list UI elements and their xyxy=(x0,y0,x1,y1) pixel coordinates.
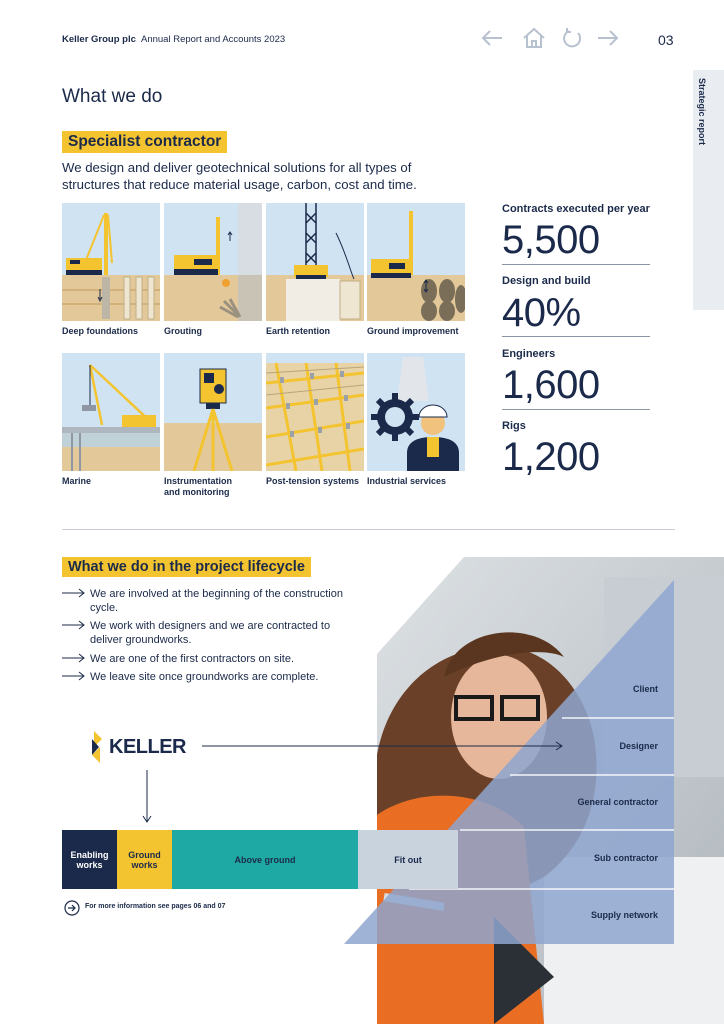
arrow-right-icon xyxy=(62,652,86,664)
page-title: What we do xyxy=(62,86,163,107)
service-caption: Grouting xyxy=(164,326,202,336)
service-caption: Ground improvement xyxy=(367,326,459,336)
bullet-text: We are one of the first contractors on site. xyxy=(90,653,295,665)
side-tab-label: Strategic report xyxy=(697,78,707,146)
stage-label: Ground works xyxy=(128,849,161,870)
bullet-text: We work with designers and we are contracted to deliver groundworks. xyxy=(90,620,331,646)
service-caption: Earth retention xyxy=(266,326,331,336)
report-title: Annual Report and Accounts 2023 xyxy=(141,34,286,45)
intro-text: We design and deliver geotechnical solutions for all types of structures that reduce material usage, carbon, cost and time. xyxy=(62,160,417,192)
bullet-text: We are involved at the beginning of the construction cycle. xyxy=(90,588,343,614)
arrow-right-icon xyxy=(62,619,86,631)
specialist-contractor-tag: Specialist contractor xyxy=(62,131,227,153)
stage-label: Fit out xyxy=(394,854,422,865)
earth-retention-illustration xyxy=(266,203,364,321)
side-tab[interactable] xyxy=(693,70,724,310)
keller-logo-mark xyxy=(90,731,104,763)
service-caption: Post-tension systems xyxy=(266,476,360,486)
stat-divider xyxy=(502,336,650,337)
role-label: General contractor xyxy=(577,797,658,807)
stage-enabling-works xyxy=(62,830,117,889)
instrumentation-illustration xyxy=(164,353,262,471)
role-label: Supply network xyxy=(590,910,658,920)
arrow-circle-icon[interactable] xyxy=(64,900,80,916)
stage-label: Enabling works xyxy=(70,849,109,870)
logo-text: KELLER xyxy=(109,736,186,758)
service-caption: Deep foundations xyxy=(62,326,138,336)
stage-fit-out xyxy=(358,830,458,889)
more-info-link[interactable]: For more information see pages 06 and 07 xyxy=(85,903,226,910)
service-caption: Industrial services xyxy=(367,476,447,486)
home-icon[interactable] xyxy=(520,26,548,50)
section-divider xyxy=(62,529,675,530)
marine-illustration xyxy=(62,353,160,471)
grouting-illustration xyxy=(164,203,262,321)
deep-foundations-illustration xyxy=(62,203,160,321)
stat-value: 1,200 xyxy=(502,435,600,479)
arrow-left-icon[interactable] xyxy=(478,26,506,50)
stat-value: 40% xyxy=(502,291,581,335)
stat-label: Rigs xyxy=(502,420,526,432)
stat-divider xyxy=(502,409,650,410)
ground-improvement-illustration xyxy=(367,203,465,321)
page-number: 03 xyxy=(658,32,674,48)
post-tension-illustration xyxy=(266,353,364,471)
refresh-icon[interactable] xyxy=(558,26,586,50)
arrow-right-icon[interactable] xyxy=(594,26,622,50)
stat-label: Engineers xyxy=(502,348,556,360)
stat-label: Design and build xyxy=(502,275,591,287)
stat-label: Contracts executed per year xyxy=(502,203,650,215)
stage-label: Above ground xyxy=(234,854,296,865)
arrow-right-icon xyxy=(62,587,86,599)
role-label: Sub contractor xyxy=(593,853,658,863)
role-label: Designer xyxy=(619,741,658,751)
service-caption: Marine xyxy=(62,476,92,486)
stat-divider xyxy=(502,264,650,265)
bullet-text: We leave site once groundworks are complete. xyxy=(90,671,319,683)
lifecycle-connectors xyxy=(140,740,570,830)
stat-value: 1,600 xyxy=(502,363,600,407)
stage-above-ground xyxy=(172,830,358,889)
lifecycle-tag: What we do in the project lifecycle xyxy=(62,557,311,577)
company-name: Keller Group plc xyxy=(62,34,136,45)
stat-value: 5,500 xyxy=(502,218,600,262)
service-caption: Instrumentation and monitoring xyxy=(164,476,233,497)
role-label: Client xyxy=(632,684,658,694)
industrial-services-illustration xyxy=(367,353,465,471)
arrow-right-icon xyxy=(62,670,86,682)
stage-ground-works xyxy=(117,830,172,889)
